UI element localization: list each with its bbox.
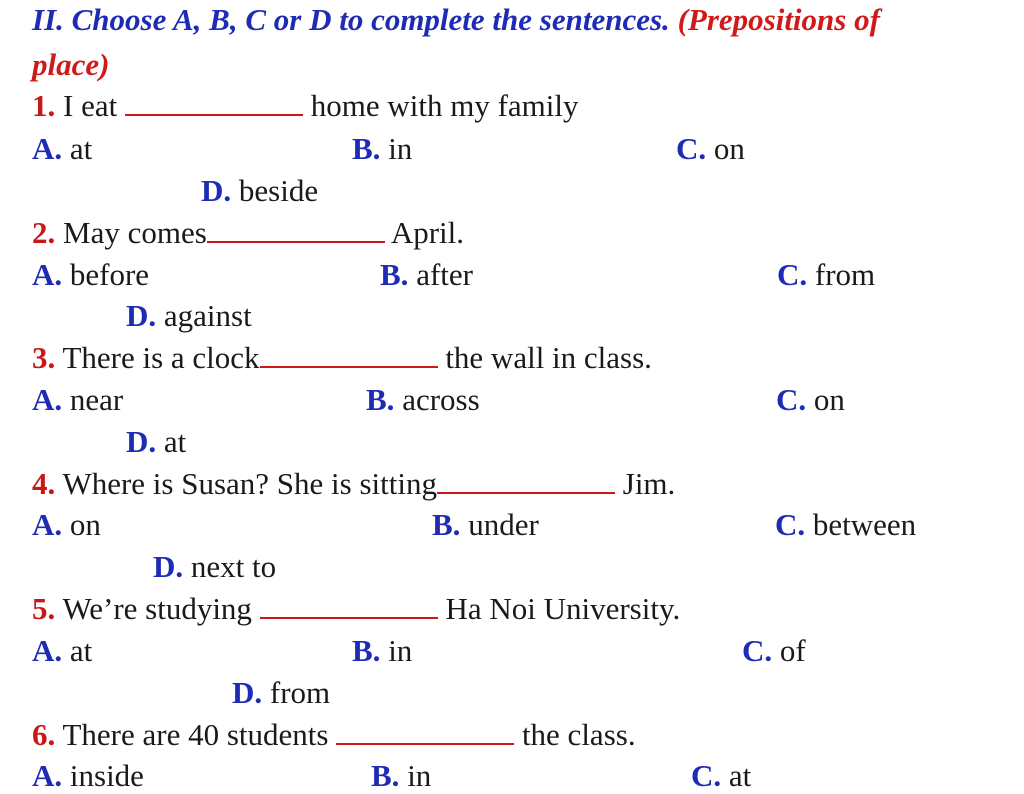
option-letter: D.	[126, 424, 157, 459]
option-letter: A.	[32, 758, 63, 793]
question-1	[32, 88, 579, 124]
option-letter: D.	[201, 173, 232, 208]
option-d[interactable]	[126, 424, 186, 460]
option-letter: A.	[32, 382, 63, 417]
option-c[interactable]	[777, 257, 875, 293]
answer-blank	[207, 217, 385, 243]
option-letter: C.	[776, 382, 807, 417]
option-letter: B.	[352, 131, 381, 166]
question-stem: I eat	[63, 88, 118, 123]
title-main: II. Choose A, B, C or D to complete the sentences.	[32, 2, 670, 37]
option-letter: A.	[32, 633, 63, 668]
question-2	[32, 215, 464, 251]
question-stem-end: home with my family	[310, 88, 579, 123]
option-text: on	[813, 382, 845, 417]
option-a[interactable]	[32, 633, 92, 669]
option-text: under	[468, 507, 539, 542]
option-b[interactable]	[380, 257, 473, 293]
option-b[interactable]	[432, 507, 539, 543]
option-text: at	[163, 424, 187, 459]
section-title	[32, 2, 880, 38]
question-stem: Where is Susan? She is sitting	[62, 466, 437, 501]
question-stem: There is a clock	[62, 340, 260, 375]
option-d[interactable]	[201, 173, 318, 209]
option-text: against	[163, 298, 252, 333]
question-stem: There are 40 students	[62, 717, 329, 752]
option-text: between	[812, 507, 917, 542]
option-letter: C.	[742, 633, 773, 668]
question-number: 2.	[32, 215, 56, 250]
option-a[interactable]	[32, 758, 144, 794]
answer-blank	[336, 719, 514, 745]
option-letter: D.	[153, 549, 184, 584]
option-letter: B.	[352, 633, 381, 668]
option-c[interactable]	[676, 131, 745, 167]
option-text: on	[69, 507, 101, 542]
question-4	[32, 466, 675, 502]
option-letter: B.	[432, 507, 461, 542]
option-letter: B.	[380, 257, 409, 292]
question-5	[32, 591, 680, 627]
option-letter: D.	[232, 675, 263, 710]
question-number: 6.	[32, 717, 56, 752]
option-text: inside	[69, 758, 144, 793]
question-6	[32, 717, 636, 753]
question-stem-end: April.	[390, 215, 465, 250]
question-stem-end: Ha Noi University.	[445, 591, 681, 626]
option-c[interactable]	[691, 758, 751, 794]
option-letter: B.	[366, 382, 395, 417]
option-d[interactable]	[153, 549, 276, 585]
option-text: from	[269, 675, 331, 710]
option-text: in	[388, 131, 413, 166]
option-letter: C.	[691, 758, 722, 793]
option-letter: C.	[777, 257, 808, 292]
question-stem-end: Jim.	[622, 466, 676, 501]
option-b[interactable]	[366, 382, 480, 418]
question-number: 3.	[32, 340, 56, 375]
question-number: 4.	[32, 466, 56, 501]
option-a[interactable]	[32, 382, 123, 418]
option-d[interactable]	[126, 298, 252, 334]
option-letter: A.	[32, 507, 63, 542]
question-3	[32, 340, 652, 376]
option-text: of	[779, 633, 806, 668]
option-letter: A.	[32, 131, 63, 166]
option-text: after	[416, 257, 473, 292]
answer-blank	[125, 90, 303, 116]
option-text: next to	[190, 549, 277, 584]
question-stem: May comes	[63, 215, 207, 250]
option-letter: C.	[676, 131, 707, 166]
option-text: before	[69, 257, 150, 292]
option-text: in	[407, 758, 432, 793]
option-letter: B.	[371, 758, 400, 793]
option-a[interactable]	[32, 507, 101, 543]
option-a[interactable]	[32, 131, 92, 167]
title-topic-cont: place)	[32, 47, 110, 82]
option-d[interactable]	[232, 675, 330, 711]
option-text: across	[402, 382, 480, 417]
option-c[interactable]	[742, 633, 806, 669]
option-text: on	[713, 131, 745, 166]
option-text: from	[814, 257, 876, 292]
option-letter: C.	[775, 507, 806, 542]
option-text: at	[728, 758, 752, 793]
option-text: beside	[238, 173, 319, 208]
answer-blank	[437, 468, 615, 494]
question-stem-end: the wall in class.	[445, 340, 652, 375]
option-letter: D.	[126, 298, 157, 333]
answer-blank	[260, 593, 438, 619]
title-topic: (Prepositions of	[677, 2, 880, 37]
option-letter: A.	[32, 257, 63, 292]
option-c[interactable]	[776, 382, 845, 418]
option-text: at	[69, 131, 93, 166]
option-text: near	[69, 382, 124, 417]
option-b[interactable]	[352, 633, 412, 669]
question-stem-end: the class.	[521, 717, 636, 752]
question-stem: We’re studying	[62, 591, 252, 626]
option-a[interactable]	[32, 257, 149, 293]
option-b[interactable]	[352, 131, 412, 167]
question-number: 1.	[32, 88, 56, 123]
option-b[interactable]	[371, 758, 431, 794]
option-text: at	[69, 633, 93, 668]
question-number: 5.	[32, 591, 56, 626]
answer-blank	[260, 342, 438, 368]
option-text: in	[388, 633, 413, 668]
option-c[interactable]	[775, 507, 916, 543]
section-title-cont	[32, 47, 109, 83]
